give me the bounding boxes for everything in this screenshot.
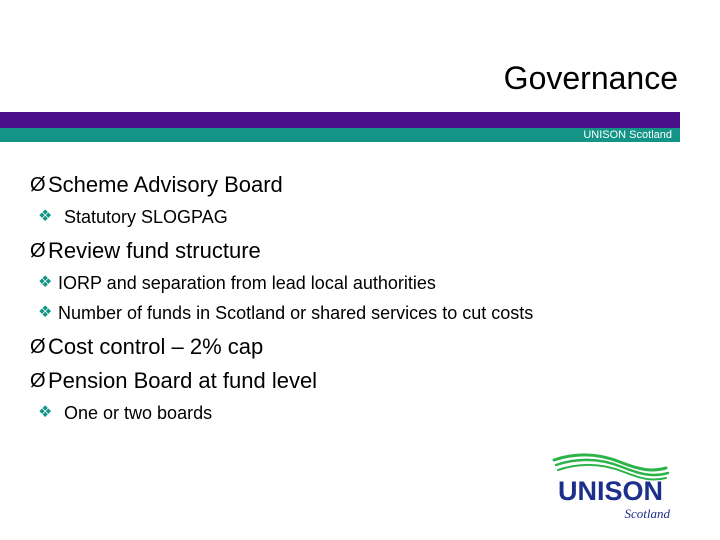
bullet-group-4: [30, 366, 690, 426]
bullet-item: [30, 236, 690, 266]
slide-title: Governance: [503, 60, 678, 96]
sub-bullet-text: One or two boards: [64, 403, 213, 423]
bullet-group-1: [30, 170, 690, 230]
sub-bullet-item: [38, 204, 690, 230]
bullet-text: Cost control – 2% cap: [48, 334, 264, 359]
bullet-text: Scheme Advisory Board: [48, 172, 283, 197]
logo-name: UNISON: [558, 476, 664, 506]
sub-bullet-text: Number of funds in Scotland or shared services to cut costs: [58, 303, 534, 323]
diamond-bullet-icon: ❖: [38, 304, 53, 321]
bullet-text: Pension Board at fund level: [48, 368, 318, 393]
sub-bullet-item: [38, 400, 690, 426]
sub-bullet-text: Statutory SLOGPAG: [64, 207, 228, 227]
bullet-list: [30, 170, 690, 432]
diamond-bullet-icon: ❖: [38, 274, 53, 291]
bullet-item: [30, 170, 690, 200]
diamond-bullet-icon: ❖: [38, 208, 53, 225]
header-band-purple: [0, 112, 680, 128]
sub-bullet-text: IORP and separation from lead local authorities: [58, 273, 436, 293]
sub-bullet-item: [38, 300, 690, 326]
arrow-bullet-icon: Ø: [30, 370, 46, 392]
header-band-teal: [0, 128, 680, 142]
band-label: UNISON Scotland: [583, 129, 672, 141]
bullet-group-2: [30, 236, 690, 326]
diamond-bullet-icon: ❖: [38, 404, 53, 421]
logo-subtitle: Scotland: [624, 506, 670, 521]
sub-bullet-item: [38, 270, 690, 296]
arrow-bullet-icon: Ø: [30, 174, 46, 196]
bullet-item: [30, 366, 690, 396]
bullet-item: [30, 332, 690, 362]
arrow-bullet-icon: Ø: [30, 336, 46, 358]
unison-scotland-logo: [548, 452, 678, 524]
arrow-bullet-icon: Ø: [30, 240, 46, 262]
bullet-text: Review fund structure: [48, 238, 261, 263]
